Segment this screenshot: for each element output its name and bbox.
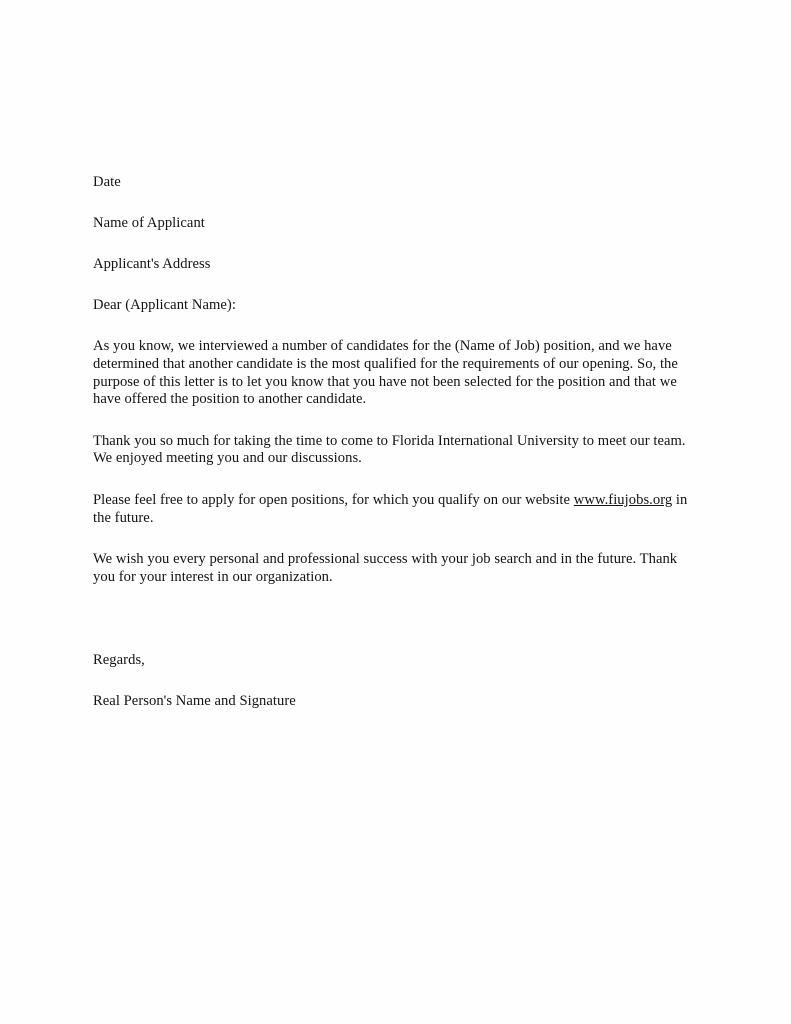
spacer-before-closing [93,586,699,652]
spacer-after-paragraph-1 [93,409,699,433]
body-paragraph-1: As you know, we interviewed a number of candidates for the (Name of Job) position, and we have determined that another candidate is the most qualified for the requirements of our opening. So, the purpose of this letter is to let you know that you have not been selected for the position and that we have offered the position to another candidate. [93,338,678,408]
recipient-address-line: Applicant's Address [93,256,211,273]
body-paragraph-2: Thank you so much for taking the time to come to Florida International University to meet our team. We enjoyed meeting you and our discussions. [93,432,686,467]
spacer-after-salutation [93,315,699,339]
paragraph-3-text-after-link: in the future. [93,491,688,526]
spacer-after-valediction [93,670,699,693]
letter-body [93,174,699,711]
date-line: Date [93,174,121,190]
paragraph-3-text-before-link: Please feel free to apply for open positions, for which you qualify on our website [93,491,574,508]
closing-valediction: Regards, [93,652,145,669]
body-paragraph-3 [93,492,699,527]
fiujobs-website-link[interactable]: www.fiujobs.org [573,491,673,508]
spacer-after-recipient-address [93,274,699,298]
spacer-after-paragraph-2 [93,468,699,492]
spacer-after-date [93,192,699,216]
recipient-name-line: Name of Applicant [93,215,205,232]
spacer-after-paragraph-3 [93,527,699,551]
salutation-line: Dear (Applicant Name): [93,297,236,314]
signature-line: Real Person's Name and Signature [93,692,296,709]
body-paragraph-4: We wish you every personal and professional success with your job search and in the future. Thank you for your interest in our organization. [93,551,678,585]
spacer-after-recipient-name [93,233,699,257]
